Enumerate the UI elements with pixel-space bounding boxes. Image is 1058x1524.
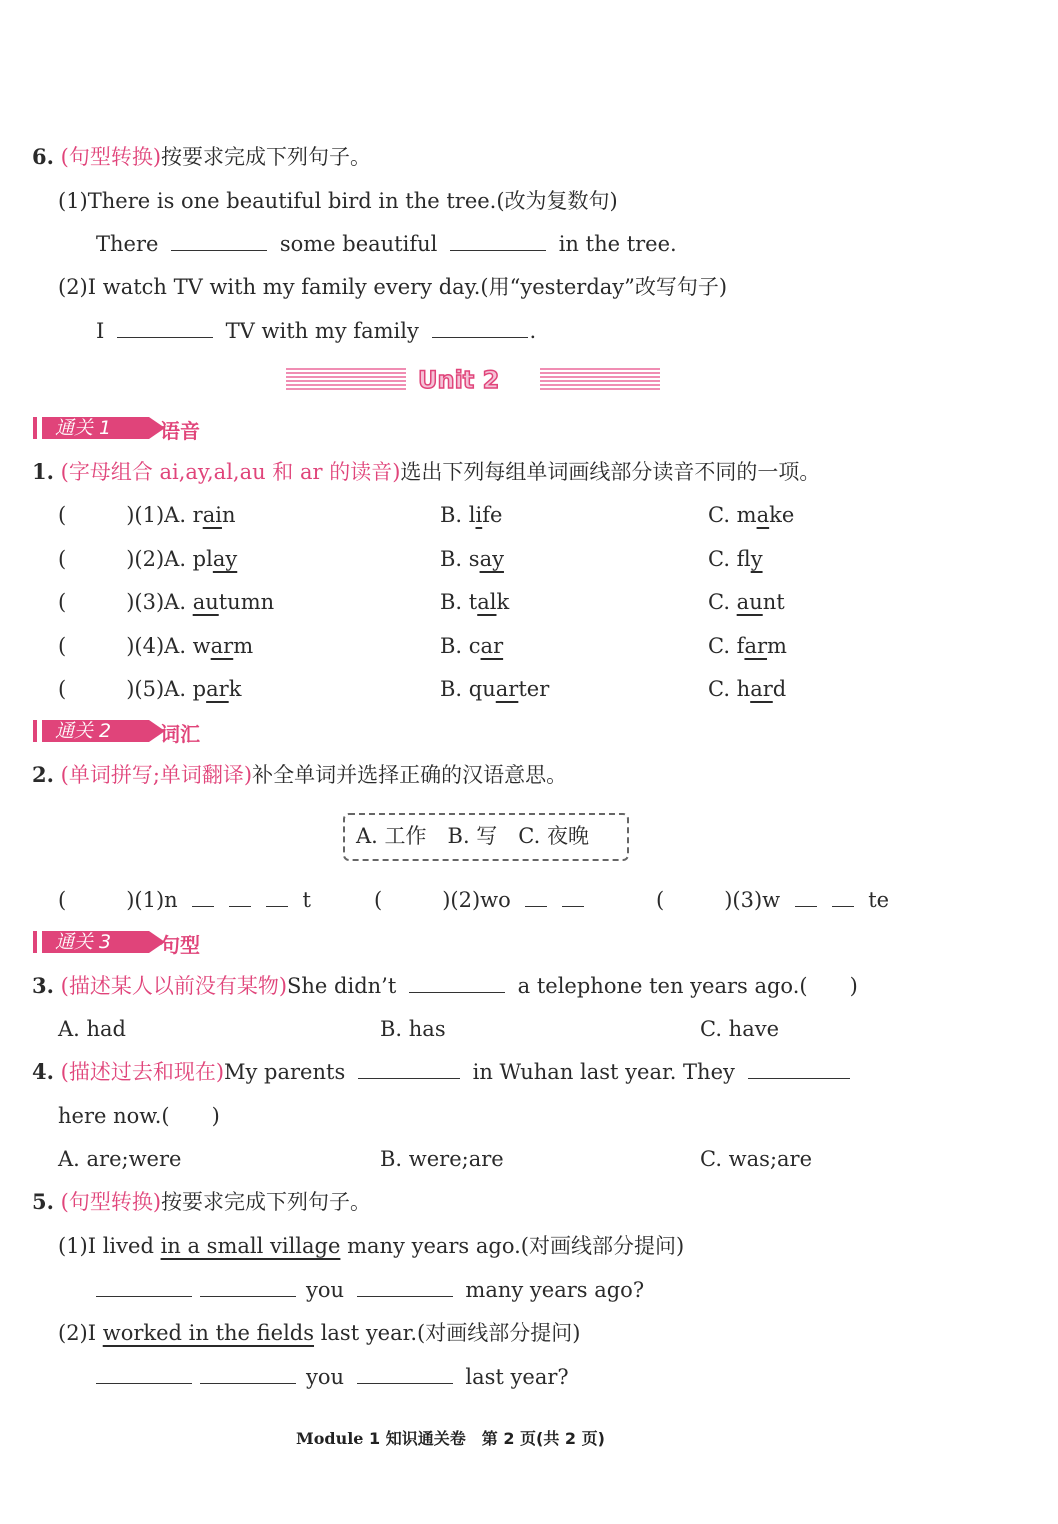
q2-options-text: A. 工作 B. 写 C. 夜晚 bbox=[356, 824, 589, 848]
q1-row-3: ( )(3)A. autumn bbox=[58, 590, 275, 614]
q1-row-5-option-c: C. hard bbox=[708, 677, 787, 701]
q5-header bbox=[32, 1188, 371, 1216]
q5-answer-1-blank-1[interactable] bbox=[96, 1276, 192, 1297]
q6-tag: (句型转换) bbox=[60, 145, 162, 169]
q5-answer-1-blank-2[interactable] bbox=[200, 1276, 296, 1297]
q6-sentence-1: (1)There is one beautiful bird in the tree.(改为复数句) bbox=[58, 189, 618, 213]
q2-tag: (单词拼写;单词翻译) bbox=[60, 763, 253, 787]
q6-answer-2 bbox=[96, 317, 536, 345]
q1-row-4: ( )(4)A. warm bbox=[58, 634, 254, 658]
q1-row-1-option-b: B. life bbox=[440, 503, 503, 527]
q4-line bbox=[32, 1058, 856, 1086]
q1-row-3-option-b: B. talk bbox=[440, 590, 510, 614]
q5-answer-2: you last year? bbox=[96, 1363, 569, 1391]
footer-text: 1 知识通关卷 第 2 页(共 2 页) bbox=[363, 1429, 605, 1448]
q1-row-2-option-b: B. say bbox=[440, 547, 504, 571]
q6-blank-3[interactable] bbox=[117, 317, 213, 338]
q4-number: 4. bbox=[32, 1059, 54, 1084]
q6-blank-4[interactable] bbox=[432, 317, 528, 338]
unit-divider-right bbox=[540, 368, 660, 392]
q1-row-5: ( )(5)A. park bbox=[58, 677, 242, 701]
q1-tag: (字母组合 ai,ay,al,au 和 ar 的读音) bbox=[60, 460, 401, 484]
q2-item-1-blank-1[interactable] bbox=[192, 886, 214, 907]
q3-option-b: B. has bbox=[380, 1017, 446, 1041]
q3-number: 3. bbox=[32, 973, 54, 998]
q3-text-pre: She didn’t bbox=[287, 974, 397, 998]
section-2-banner: 通关 2 bbox=[33, 720, 149, 742]
q6-answer-1-end: in the tree. bbox=[558, 232, 677, 256]
q1-instruction: 选出下列每组单词画线部分读音不同的一项。 bbox=[400, 460, 821, 484]
q4-line-2: here now.( ) bbox=[58, 1104, 220, 1128]
q3-option-a: A. had bbox=[58, 1017, 127, 1041]
unit-divider-left bbox=[286, 368, 406, 392]
section-1-banner: 通关 1 bbox=[33, 417, 149, 439]
q2-item-3: ( )(3)w te bbox=[656, 888, 890, 912]
q2-item-2-blank-2[interactable] bbox=[562, 886, 584, 907]
q4-text-pre: My parents bbox=[224, 1060, 346, 1084]
page-footer bbox=[296, 1426, 605, 1449]
q1-row-1-option-c: C. make bbox=[708, 503, 795, 527]
q5-sentence-1: (1)I lived in a small village many years ago.(对画线部分提问) bbox=[58, 1234, 685, 1258]
q6-blank-1[interactable] bbox=[171, 230, 267, 251]
q6-sentence-2: (2)I watch TV with my family every day.(用“yesterday”改写句子) bbox=[58, 275, 728, 299]
q1-row-1: ( )(1)A. rain bbox=[58, 503, 236, 527]
q3-text-post: a telephone ten years ago.( ) bbox=[517, 974, 858, 998]
q4-tag: (描述过去和现在) bbox=[60, 1060, 225, 1084]
q4-option-a: A. are;were bbox=[58, 1147, 182, 1171]
q6-answer-2-end: . bbox=[529, 319, 537, 343]
q2-item-1-blank-3[interactable] bbox=[266, 886, 288, 907]
q6-instruction: 按要求完成下列句子。 bbox=[161, 145, 372, 169]
q4-blank-1[interactable] bbox=[358, 1058, 460, 1079]
q6-answer-2-word: I bbox=[96, 319, 105, 343]
q4-blank-2[interactable] bbox=[748, 1058, 850, 1079]
footer-module: Module bbox=[296, 1429, 364, 1448]
q1-row-2-option-c: C. fly bbox=[708, 547, 763, 571]
q2-item-3-blank-2[interactable] bbox=[832, 886, 854, 907]
q6-answer-1 bbox=[96, 230, 677, 258]
q2-item-3-blank-1[interactable] bbox=[795, 886, 817, 907]
q3-option-c: C. have bbox=[700, 1017, 780, 1041]
q1-header bbox=[32, 458, 820, 486]
q4-text-mid: in Wuhan last year. They bbox=[472, 1060, 735, 1084]
q3-blank[interactable] bbox=[409, 972, 505, 993]
q1-number: 1. bbox=[32, 459, 54, 484]
q1-row-4-option-c: C. farm bbox=[708, 634, 787, 658]
q6-answer-2-mid: TV with my family bbox=[225, 319, 419, 343]
section-3-banner: 通关 3 bbox=[33, 931, 149, 953]
q3-tag: (描述某人以前没有某物) bbox=[60, 974, 288, 998]
q1-row-4-option-b: B. car bbox=[440, 634, 504, 658]
section-1-title: 语音 bbox=[160, 419, 200, 443]
q1-row-2: ( )(2)A. play bbox=[58, 547, 238, 571]
q2-item-2: ( )(2)wo bbox=[374, 886, 584, 914]
q6-header bbox=[32, 143, 371, 171]
section-2-title: 词汇 bbox=[160, 722, 200, 746]
unit-title: Unit 2 bbox=[418, 366, 500, 394]
q1-row-3-option-c: C. aunt bbox=[708, 590, 785, 614]
q5-answer-1: you many years ago? bbox=[96, 1276, 644, 1304]
q5-instruction: 按要求完成下列句子。 bbox=[161, 1190, 372, 1214]
q2-header bbox=[32, 761, 567, 789]
q2-item-2-blank-1[interactable] bbox=[525, 886, 547, 907]
q5-number: 5. bbox=[32, 1189, 54, 1214]
q5-tag: (句型转换) bbox=[60, 1190, 162, 1214]
q6-answer-1-mid: some beautiful bbox=[279, 232, 438, 256]
q5-answer-2-blank-2[interactable] bbox=[200, 1363, 296, 1384]
q5-answer-2-blank-1[interactable] bbox=[96, 1363, 192, 1384]
q5-sentence-2: (2)I worked in the fields last year.(对画线部分提问) bbox=[58, 1321, 581, 1345]
q6-number: 6. bbox=[32, 144, 54, 169]
q6-answer-1-word: There bbox=[96, 232, 159, 256]
section-3-title: 句型 bbox=[160, 933, 200, 957]
q6-blank-2[interactable] bbox=[450, 230, 546, 251]
q2-item-1: ( )(1)n t bbox=[58, 888, 311, 912]
q2-number: 2. bbox=[32, 762, 54, 787]
q1-row-5-option-b: B. quarter bbox=[440, 677, 550, 701]
q4-option-b: B. were;are bbox=[380, 1147, 504, 1171]
q2-item-1-blank-2[interactable] bbox=[229, 886, 251, 907]
q4-option-c: C. was;are bbox=[700, 1147, 813, 1171]
q5-answer-1-blank-3[interactable] bbox=[357, 1276, 453, 1297]
q3-line bbox=[32, 972, 858, 1000]
q5-answer-2-blank-3[interactable] bbox=[357, 1363, 453, 1384]
q2-instruction: 补全单词并选择正确的汉语意思。 bbox=[252, 763, 568, 787]
